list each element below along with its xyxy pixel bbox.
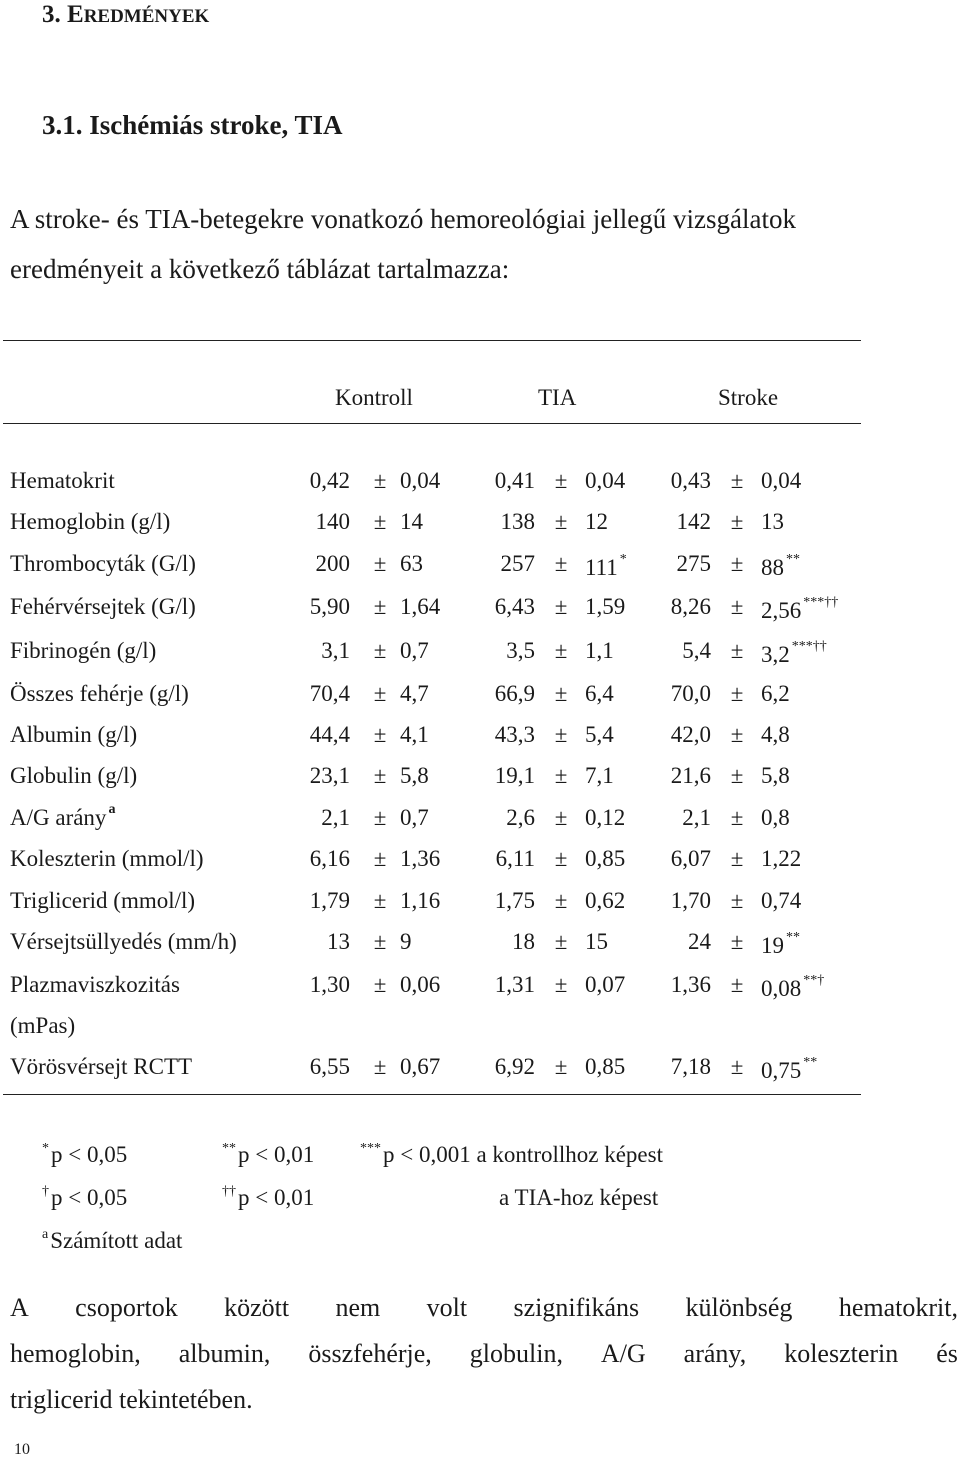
plus-minus-sign: ± (373, 972, 387, 997)
plus-minus-sign: ± (554, 722, 568, 747)
significance-marker: * (619, 552, 627, 567)
mean-value: 3,5 (506, 638, 535, 663)
mean-value: 2,1 (321, 805, 350, 830)
sd-value: 13 (761, 509, 784, 534)
mean-value: 1,31 (494, 972, 535, 997)
plus-minus-sign: ± (730, 468, 744, 493)
mean-value: 140 (315, 509, 350, 534)
mean-value: 70,4 (309, 681, 350, 706)
paragraph-word: A/G (600, 1339, 646, 1368)
sd-value: 6,2 (761, 681, 790, 706)
plus-minus-sign: ± (554, 509, 568, 534)
mean-value: 5,90 (309, 594, 350, 619)
sd-value: 63 (400, 551, 423, 576)
mean-value: 23,1 (309, 763, 350, 788)
sd-value: 0,06 (400, 972, 441, 997)
footnote-p005-control: *p < 0,05 (42, 1141, 128, 1167)
plus-minus-sign: ± (373, 551, 387, 576)
row-label: Vörösvérsejt RCTT (10, 1054, 193, 1079)
sd-value: 4,1 (400, 722, 429, 747)
plus-minus-sign: ± (373, 509, 387, 534)
mean-value: 44,4 (309, 722, 350, 747)
footnote-p005-tia: †p < 0,05 (42, 1184, 128, 1210)
plus-minus-sign: ± (554, 846, 568, 871)
mean-value: 6,16 (309, 846, 350, 871)
table-top-rule (3, 340, 861, 341)
sd-value: 0,74 (761, 888, 802, 913)
sd-value: 5,8 (400, 763, 429, 788)
sd-value: 0,7 (400, 638, 429, 663)
footnote-p001-tia: ††p < 0,01 (222, 1184, 315, 1210)
sd-value: 0,04 (761, 468, 802, 493)
mean-value: 257 (500, 551, 535, 576)
plus-minus-sign: ± (373, 638, 387, 663)
plus-minus-sign: ± (554, 468, 568, 493)
sd-value: 3,2 ***†† (761, 639, 827, 667)
sd-value: 0,67 (400, 1054, 441, 1079)
paragraph-word: globulin, (469, 1339, 563, 1368)
sd-value: 1,16 (400, 888, 441, 913)
plus-minus-sign: ± (373, 929, 387, 954)
row-label: Thrombocyták (G/l) (10, 551, 196, 576)
plus-minus-sign: ± (730, 888, 744, 913)
paragraph-line (10, 1331, 958, 1377)
mean-value: 200 (315, 551, 350, 576)
sd-value: 14 (400, 509, 423, 534)
row-label: A/G arány $^a$ (10, 802, 116, 830)
sd-value: 1,59 (585, 594, 626, 619)
row-label-continuation: (mPas) (10, 1013, 76, 1038)
table-header-rule (3, 423, 861, 424)
plus-minus-sign: ± (373, 594, 387, 619)
paragraph-word: nem (335, 1293, 381, 1322)
sd-value: 0,04 (585, 468, 626, 493)
paragraph-word: triglicerid tekintetében. (10, 1385, 253, 1414)
plus-minus-sign: ± (730, 638, 744, 663)
plus-minus-sign: ± (730, 846, 744, 871)
plus-minus-sign: ± (554, 763, 568, 788)
mean-value: 142 (676, 509, 711, 534)
mean-value: 0,43 (670, 468, 711, 493)
sd-value: 2,56 ***†† (761, 595, 839, 623)
significance-marker: ** (803, 1055, 818, 1070)
row-label: Albumin (g/l) (10, 722, 138, 747)
row-label: Hematokrit (10, 468, 115, 493)
mean-value: 138 (500, 509, 535, 534)
plus-minus-sign: ± (730, 805, 744, 830)
plus-minus-sign: ± (554, 972, 568, 997)
plus-minus-sign: ± (730, 929, 744, 954)
footnote-tia-comparison: a TIA-hoz képest (499, 1185, 659, 1210)
row-label: Hemoglobin (g/l) (10, 509, 171, 534)
row-label: Koleszterin (mmol/l) (10, 846, 204, 871)
mean-value: 5,4 (682, 638, 711, 663)
mean-value: 6,11 (495, 846, 535, 871)
row-label: Fehérvérsejtek (G/l) (10, 594, 196, 619)
table-bottom-rule (3, 1094, 861, 1095)
row-label: Összes fehérje (g/l) (10, 681, 189, 706)
plus-minus-sign: ± (730, 681, 744, 706)
mean-value: 18 (512, 929, 535, 954)
mean-value: 3,1 (321, 638, 350, 663)
sd-value: 9 (400, 929, 412, 954)
sd-value: 111 * (585, 552, 627, 580)
plus-minus-sign: ± (554, 594, 568, 619)
sd-value: 4,7 (400, 681, 429, 706)
body-paragraph (10, 1285, 958, 1423)
plus-minus-sign: ± (373, 681, 387, 706)
paragraph-word: között (224, 1293, 290, 1322)
plus-minus-sign: ± (373, 1054, 387, 1079)
plus-minus-sign: ± (554, 805, 568, 830)
plus-minus-sign: ± (554, 551, 568, 576)
row-label: Triglicerid (mmol/l) (10, 888, 196, 913)
plus-minus-sign: ± (373, 722, 387, 747)
significance-marker: ** (786, 552, 800, 567)
paragraph-word: volt (426, 1293, 468, 1322)
mean-value: 275 (676, 551, 711, 576)
row-label: Plazmaviszkozitás (10, 972, 180, 997)
chapter-heading: 3. EREDMÉNYEK (42, 1, 210, 28)
paragraph-word: koleszterin (784, 1339, 899, 1368)
paragraph-word: csoportok (75, 1293, 178, 1322)
plus-minus-sign: ± (730, 509, 744, 534)
sd-value: 0,12 (585, 805, 626, 830)
plus-minus-sign: ± (730, 594, 744, 619)
mean-value: 1,70 (670, 888, 711, 913)
mean-value: 13 (327, 929, 350, 954)
footnote-p001-control: **p < 0,01 (222, 1141, 315, 1167)
plus-minus-sign: ± (373, 888, 387, 913)
mean-value: 7,18 (670, 1054, 711, 1079)
sd-value: 0,8 (761, 805, 790, 830)
column-header-kontroll: Kontroll (335, 385, 413, 410)
mean-value: 24 (688, 929, 711, 954)
significance-marker: ***†† (791, 639, 827, 654)
sd-value: 15 (585, 929, 608, 954)
mean-value: 21,6 (670, 763, 711, 788)
paragraph-word: A (10, 1293, 29, 1322)
intro-line-1: A stroke- és TIA-betegekre vonatkozó hemoreológiai jellegű vizsgálatok (10, 204, 796, 234)
mean-value: 1,75 (494, 888, 535, 913)
plus-minus-sign: ± (730, 551, 744, 576)
mean-value: 1,30 (309, 972, 350, 997)
plus-minus-sign: ± (373, 763, 387, 788)
paragraph-word: szignifikáns (513, 1293, 640, 1322)
section-title: 3.1. Ischémiás stroke, TIA (42, 110, 343, 140)
sd-value: 0,62 (585, 888, 626, 913)
column-header-tia: TIA (538, 385, 577, 410)
plus-minus-sign: ± (730, 1054, 744, 1079)
sd-value: 5,4 (585, 722, 614, 747)
sd-value: 6,4 (585, 681, 614, 706)
plus-minus-sign: ± (730, 972, 744, 997)
footnote-computed: $^a$Számított adat (42, 1227, 183, 1253)
mean-value: 2,1 (682, 805, 711, 830)
mean-value: 8,26 (670, 594, 711, 619)
sd-value: 0,04 (400, 468, 441, 493)
plus-minus-sign: ± (373, 805, 387, 830)
paragraph-word: és (936, 1339, 958, 1368)
paragraph-word: albumin, (178, 1339, 271, 1368)
row-label: Globulin (g/l) (10, 763, 138, 788)
paragraph-word: különbség (685, 1293, 793, 1322)
sd-value: 88 ** (761, 552, 800, 580)
sd-value: 1,1 (585, 638, 614, 663)
mean-value: 0,41 (494, 468, 535, 493)
mean-value: 1,79 (309, 888, 350, 913)
significance-marker: ***†† (803, 595, 839, 610)
sd-value: 1,36 (400, 846, 441, 871)
row-label: Fibrinogén (g/l) (10, 638, 157, 663)
mean-value: 70,0 (670, 681, 711, 706)
sd-value: 5,8 (761, 763, 790, 788)
mean-value: 66,9 (494, 681, 535, 706)
plus-minus-sign: ± (554, 681, 568, 706)
sd-value: 0,7 (400, 805, 429, 830)
mean-value: 43,3 (494, 722, 535, 747)
mean-value: 42,0 (670, 722, 711, 747)
paragraph-line (10, 1377, 958, 1423)
paragraph-word: hematokrit, (838, 1293, 958, 1322)
sd-value: 19 ** (761, 930, 800, 958)
plus-minus-sign: ± (554, 1054, 568, 1079)
plus-minus-sign: ± (730, 722, 744, 747)
plus-minus-sign: ± (554, 929, 568, 954)
sd-value: 0,07 (585, 972, 626, 997)
mean-value: 1,36 (670, 972, 711, 997)
mean-value: 19,1 (494, 763, 535, 788)
sd-value: 1,64 (400, 594, 441, 619)
sd-value: 1,22 (761, 846, 802, 871)
sd-value: 12 (585, 509, 608, 534)
sd-value: 0,85 (585, 1054, 626, 1079)
sd-value: 0,85 (585, 846, 626, 871)
sd-value: 0,75 ** (761, 1055, 818, 1083)
plus-minus-sign: ± (554, 638, 568, 663)
row-label: Vérsejtsüllyedés (mm/h) (10, 929, 237, 954)
sd-value: 4,8 (761, 722, 790, 747)
mean-value: 6,92 (494, 1054, 535, 1079)
sd-value: 7,1 (585, 763, 614, 788)
paragraph-line (10, 1285, 958, 1331)
sd-value: 0,08 **† (761, 973, 825, 1001)
mean-value: 6,55 (309, 1054, 350, 1079)
mean-value: 0,42 (309, 468, 350, 493)
column-header-stroke: Stroke (718, 385, 779, 410)
mean-value: 6,07 (670, 846, 711, 871)
significance-marker: ** (786, 930, 800, 945)
paragraph-word: arány, (683, 1339, 747, 1368)
plus-minus-sign: ± (554, 888, 568, 913)
paragraph-word: hemoglobin, (10, 1339, 141, 1368)
significance-marker: **† (803, 973, 825, 988)
plus-minus-sign: ± (373, 468, 387, 493)
paragraph-word: összfehérje, (308, 1339, 432, 1368)
mean-value: 2,6 (506, 805, 535, 830)
footnote-p0001-control: ***p < 0,001 a kontrollhoz képest (360, 1141, 663, 1167)
plus-minus-sign: ± (373, 846, 387, 871)
page-number: 10 (14, 1441, 30, 1458)
plus-minus-sign: ± (730, 763, 744, 788)
intro-line-2: eredményeit a következő táblázat tartalmazza: (10, 254, 510, 284)
mean-value: 6,43 (494, 594, 535, 619)
